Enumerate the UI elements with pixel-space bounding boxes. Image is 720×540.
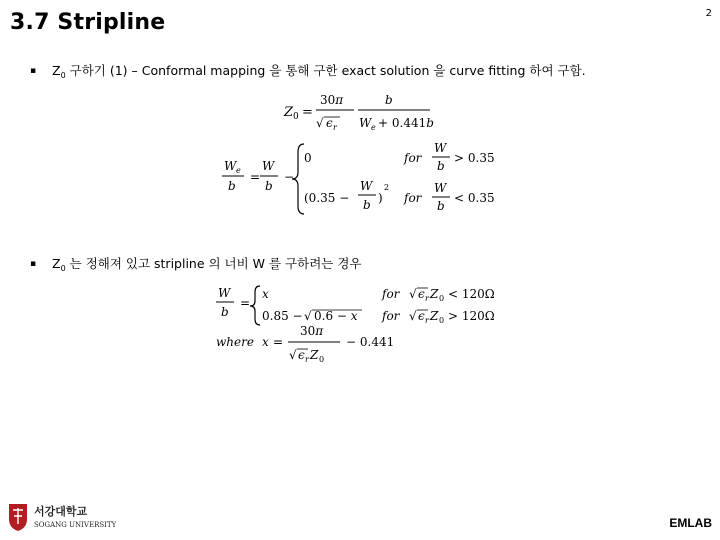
z-symbol: Z [52, 63, 61, 78]
svg-text:x: x [262, 335, 269, 349]
svg-text:): ) [378, 191, 383, 205]
university-seal-icon [6, 502, 126, 532]
svg-text:−: − [284, 170, 295, 184]
logo-english: SOGANG UNIVERSITY [34, 521, 117, 529]
svg-text:< 0.35: < 0.35 [454, 191, 495, 205]
svg-text:0: 0 [304, 151, 312, 165]
bullet-marker: ▪ [30, 259, 37, 269]
svg-text:30π: 30π [300, 324, 324, 338]
svg-text:e: e [236, 166, 241, 175]
svg-text:− 0.441: − 0.441 [346, 335, 395, 349]
svg-text:Z: Z [284, 105, 294, 120]
svg-text:r: r [333, 123, 337, 132]
svg-text:for: for [404, 191, 422, 205]
svg-text:W: W [434, 141, 447, 155]
svg-text:√: √ [316, 116, 324, 130]
svg-text:x: x [262, 287, 269, 301]
z-symbol: Z [52, 256, 61, 271]
svg-text:Z: Z [430, 309, 439, 323]
svg-text:0: 0 [293, 112, 299, 122]
svg-text:=: = [240, 296, 251, 310]
equation-w-over-b [212, 282, 512, 366]
svg-text:b: b [437, 199, 445, 213]
svg-text:Z: Z [310, 348, 319, 362]
svg-text:√: √ [409, 309, 417, 323]
svg-text:W: W [262, 159, 275, 173]
svg-text:for: for [382, 309, 400, 323]
svg-text:b: b [228, 179, 236, 193]
bullet-2-body: 는 정해져 있고 stripline 의 너비 W 를 구하려는 경우 [65, 256, 362, 271]
svg-text:(0.35 −: (0.35 − [304, 191, 350, 205]
bullet-text-1 [52, 61, 586, 80]
svg-text:r: r [425, 294, 429, 303]
svg-text:where: where [216, 335, 254, 349]
svg-text:W: W [434, 181, 447, 195]
svg-text:W: W [224, 159, 237, 173]
svg-text:ϵ: ϵ [298, 348, 305, 362]
logo-korean: 서강대학교 [34, 505, 88, 518]
footer-label: EMLAB [669, 516, 712, 530]
svg-text:r: r [425, 316, 429, 325]
svg-text:+ 0.441b: + 0.441b [378, 116, 434, 130]
svg-text:> 0.35: > 0.35 [454, 151, 495, 165]
svg-text:0.85 −: 0.85 − [262, 309, 303, 323]
svg-text:W: W [360, 179, 373, 193]
svg-text:for: for [382, 287, 400, 301]
svg-text:=: = [273, 335, 284, 349]
svg-text:b: b [385, 93, 393, 107]
svg-text:< 120Ω: < 120Ω [448, 287, 495, 301]
equation-z0 [280, 88, 440, 134]
svg-text:ϵ: ϵ [418, 309, 425, 323]
svg-text:√: √ [289, 348, 297, 362]
svg-text:e: e [371, 123, 376, 132]
svg-text:W: W [218, 286, 231, 300]
bullet-text-2 [52, 254, 362, 273]
svg-text:0: 0 [439, 294, 445, 303]
svg-text:√: √ [304, 309, 312, 323]
z-subscript: 0 [60, 264, 66, 273]
z-subscript: 0 [60, 71, 66, 80]
svg-text:30π: 30π [320, 93, 344, 107]
page-number: 2 [705, 8, 712, 19]
bullet-marker: ▪ [30, 66, 37, 76]
bullet-1-body: 구하기 (1) – Conformal mapping 을 통해 구한 exact solution 을 curve fitting 하여 구함. [65, 63, 586, 78]
svg-text:0.6 − x: 0.6 − x [314, 309, 358, 323]
svg-text:=: = [302, 105, 313, 120]
svg-text:√: √ [409, 287, 417, 301]
slide-title: 3.7 Stripline [10, 10, 166, 35]
svg-text:b: b [221, 305, 229, 319]
svg-text:ϵ: ϵ [326, 116, 333, 130]
university-logo [6, 502, 126, 532]
equation-we-over-b [218, 138, 508, 220]
svg-text:2: 2 [384, 183, 390, 192]
svg-text:Z: Z [430, 287, 439, 301]
svg-text:b: b [437, 159, 445, 173]
svg-text:r: r [305, 355, 309, 364]
svg-text:for: for [404, 151, 422, 165]
svg-text:b: b [265, 179, 273, 193]
svg-text:W: W [359, 116, 372, 130]
svg-text:b: b [363, 198, 371, 212]
svg-text:0: 0 [439, 316, 445, 325]
svg-text:> 120Ω: > 120Ω [448, 309, 495, 323]
svg-text:=: = [250, 170, 261, 184]
svg-text:0: 0 [319, 355, 325, 364]
svg-text:ϵ: ϵ [418, 287, 425, 301]
